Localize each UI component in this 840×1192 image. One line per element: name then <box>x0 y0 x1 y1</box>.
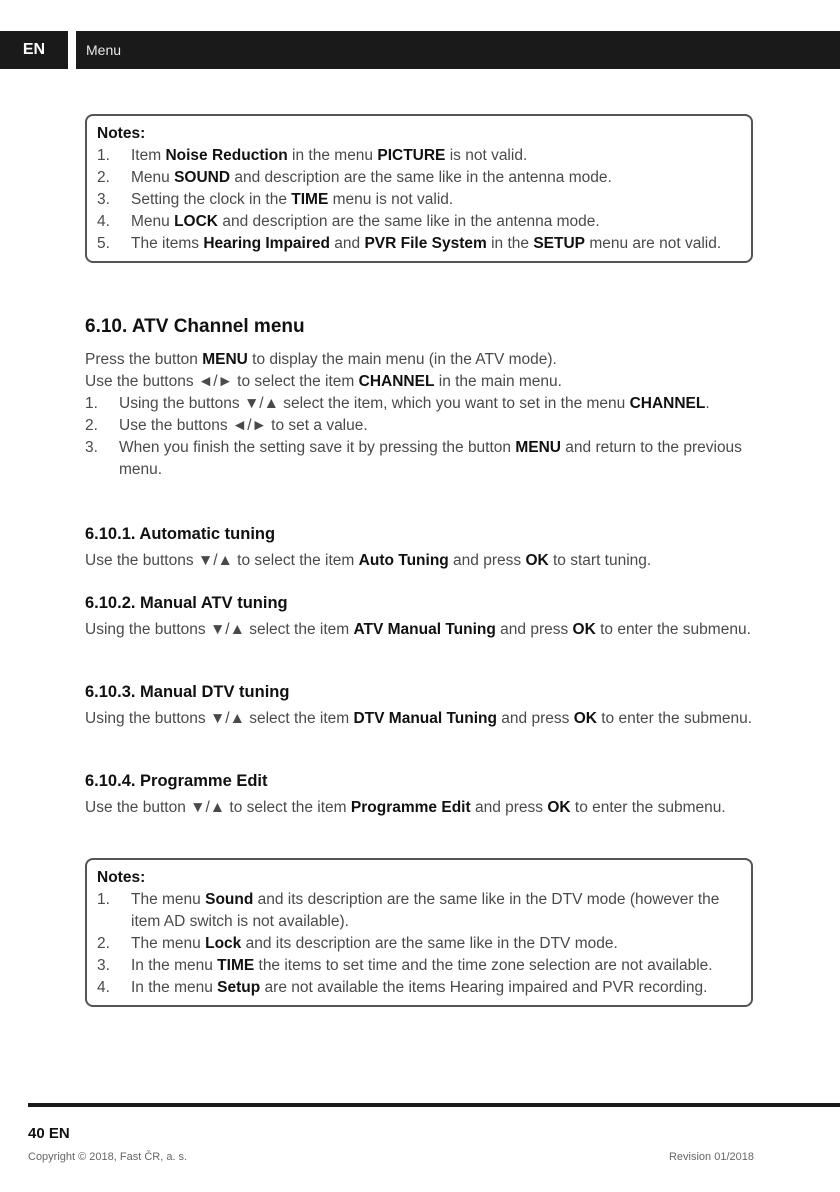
section-label: Menu <box>86 42 122 58</box>
note-item: 4. In the menu Setup are not available the items Hearing impaired and PVR recording. <box>97 977 741 999</box>
intro-line: Press the button MENU to display the main menu (in the ATV mode). <box>85 351 557 368</box>
note-number: 3. <box>97 957 110 974</box>
page-number: 40 EN <box>28 1125 70 1142</box>
subsection-automatic-tuning <box>85 523 753 572</box>
note-number: 2. <box>97 169 110 186</box>
notes-title: Notes: <box>97 125 146 142</box>
keyword: MENU <box>515 439 561 456</box>
note-text: menu is not valid. <box>328 191 454 208</box>
note-keyword: TIME <box>291 191 329 208</box>
note-keyword: Hearing Impaired <box>203 235 330 252</box>
keyword: OK <box>525 552 549 569</box>
subsection-text: Use the button ▼/▲ to select the item Programme Edit and press OK to enter the submenu. <box>85 799 726 816</box>
note-text: The items <box>131 235 204 252</box>
note-keyword: Setup <box>217 979 261 996</box>
note-item <box>97 233 741 255</box>
notes-box-bottom <box>85 858 753 1007</box>
notes-list <box>97 145 741 255</box>
keyword: OK <box>547 799 571 816</box>
note-keyword: PVR File System <box>364 235 487 252</box>
note-item: 3. In the menu TIME the items to set time and the time zone selection are not available. <box>97 955 741 977</box>
note-number: 5. <box>97 235 110 252</box>
note-number: 4. <box>97 213 110 230</box>
keyword: Auto Tuning <box>358 552 449 569</box>
note-text: Menu <box>131 213 175 230</box>
subsection-text: Use the buttons ▼/▲ to select the item Auto Tuning and press OK to start tuning. <box>85 552 652 569</box>
footer-divider <box>28 1103 840 1107</box>
subsection-title: 6.10.3. Manual DTV tuning <box>85 683 290 701</box>
note-item: 2. The menu Lock and its description are the same like in the DTV mode. <box>97 933 741 955</box>
note-text: in the menu <box>287 147 378 164</box>
subsection-manual-dtv-tuning <box>85 681 753 730</box>
note-text: and <box>329 235 365 252</box>
keyword: ATV Manual Tuning <box>353 621 496 638</box>
note-number: 2. <box>97 935 110 952</box>
subsection-title: 6.10.4. Programme Edit <box>85 772 268 790</box>
notes-list <box>97 889 741 999</box>
note-text: Item <box>131 147 166 164</box>
subsection-programme-edit <box>85 770 753 819</box>
language-label: EN <box>22 41 46 58</box>
notes-title: Notes: <box>97 869 146 886</box>
note-keyword: SOUND <box>174 169 231 186</box>
note-text: Menu <box>131 169 175 186</box>
subsection-text: Using the buttons ▼/▲ select the item DTV Manual Tuning and press OK to enter the submenu. <box>85 710 753 727</box>
header-bar <box>76 31 840 69</box>
note-keyword: Noise Reduction <box>165 147 288 164</box>
keyword: OK <box>573 710 597 727</box>
keyword: CHANNEL <box>629 395 706 412</box>
note-text: menu are not valid. <box>585 235 722 252</box>
note-number: 1. <box>97 147 110 164</box>
keyword: DTV Manual Tuning <box>353 710 497 727</box>
note-text: and description are the same like in the antenna mode. <box>218 213 600 230</box>
revision-text: Revision 01/2018 <box>668 1151 754 1163</box>
note-number: 1. <box>97 891 110 908</box>
note-keyword: Lock <box>205 935 242 952</box>
step-number: 3. <box>85 439 98 456</box>
step-item: 1. Using the buttons ▼/▲ select the item, which you want to set in the menu CHANNEL. <box>85 393 753 415</box>
step-number: 2. <box>85 417 98 434</box>
keyword: OK <box>572 621 596 638</box>
note-item <box>97 189 741 211</box>
note-text: in the <box>486 235 534 252</box>
subsection-title: 6.10.2. Manual ATV tuning <box>85 594 288 612</box>
steps-list <box>85 393 753 481</box>
note-text: is not valid. <box>445 147 528 164</box>
note-item <box>97 167 741 189</box>
section-title: 6.10. ATV Channel menu <box>85 316 305 337</box>
note-item <box>97 145 741 167</box>
note-text: and description are the same like in the antenna mode. <box>230 169 612 186</box>
subsection-manual-atv-tuning <box>85 592 753 641</box>
step-item: 2. Use the buttons ◄/► to set a value. <box>85 415 753 437</box>
keyword: CHANNEL <box>358 373 435 390</box>
note-keyword: SETUP <box>533 235 586 252</box>
note-text: Setting the clock in the <box>131 191 292 208</box>
note-item: 1. The menu Sound and its description are the same like in the DTV mode (however the item AD switch is not available). <box>97 891 720 930</box>
keyword: MENU <box>202 351 248 368</box>
note-keyword: TIME <box>217 957 255 974</box>
language-tab <box>0 31 68 69</box>
note-number: 3. <box>97 191 110 208</box>
keyword: Programme Edit <box>350 799 471 816</box>
notes-box-top <box>85 114 753 263</box>
note-keyword: LOCK <box>174 213 219 230</box>
note-keyword: PICTURE <box>377 147 446 164</box>
note-item <box>97 211 741 233</box>
step-item: 3. When you finish the setting save it by pressing the button MENU and return to the previous menu. <box>85 439 742 478</box>
step-number: 1. <box>85 395 98 412</box>
note-number: 4. <box>97 979 110 996</box>
subsection-title: 6.10.1. Automatic tuning <box>85 525 276 543</box>
section-atv-channel-menu <box>85 316 753 481</box>
subsection-text: Using the buttons ▼/▲ select the item ATV Manual Tuning and press OK to enter the submenu. <box>85 621 751 638</box>
note-keyword: Sound <box>205 891 254 908</box>
copyright-text: Copyright © 2018, Fast ČR, a. s. <box>28 1151 188 1163</box>
intro-line: Use the buttons ◄/► to select the item CHANNEL in the main menu. <box>85 373 562 390</box>
